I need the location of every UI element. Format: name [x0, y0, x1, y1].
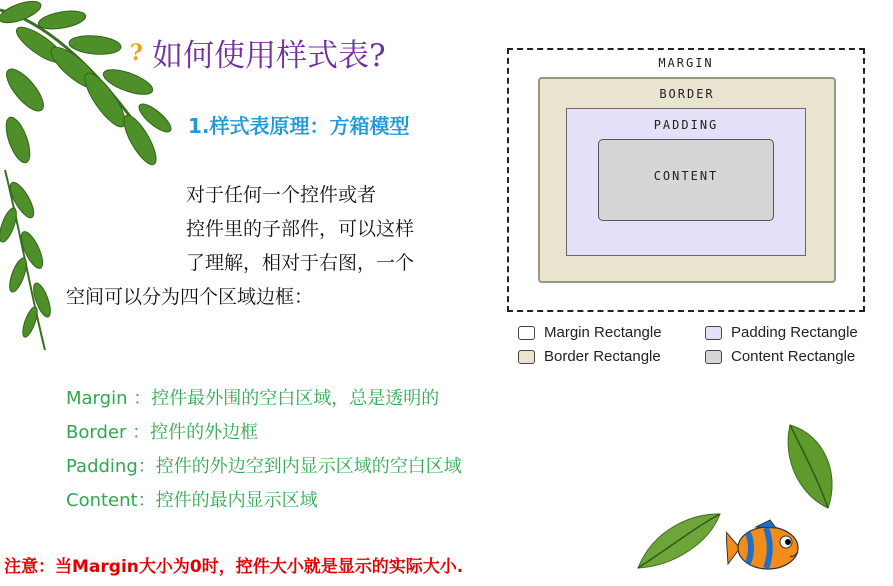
- bottom-leaf-decoration: [634, 508, 724, 574]
- content-label: CONTENT: [653, 169, 719, 183]
- green-leaf-decoration: [780, 420, 840, 510]
- padding-label: PADDING: [653, 118, 719, 132]
- definition-content: [66, 486, 318, 512]
- question-mark-icon: [128, 39, 146, 65]
- definition-term: Margin ：: [66, 388, 152, 409]
- legend-swatch-padding: [705, 326, 722, 340]
- legend-swatch-content: [705, 350, 722, 364]
- description-line-2: 控件里的子部件，可以这样: [186, 218, 415, 240]
- definition-text: 控件最外围的空白区域，总是透明的: [151, 388, 440, 409]
- description-line-4: 空间可以分为四个区域边框：: [66, 286, 314, 308]
- legend-label: Border Rectangle: [544, 348, 661, 365]
- legend-label: Padding Rectangle: [731, 324, 858, 341]
- note-text: 注意：当Margin大小为0时，控件大小就是显示的实际大小.: [4, 557, 464, 577]
- subtitle: 1.样式表原理：方箱模型: [188, 114, 410, 138]
- legend-label: Content Rectangle: [731, 348, 856, 365]
- description-line-3: 了理解，相对于右图，一个: [186, 252, 415, 274]
- definition-term: Content：: [66, 490, 156, 511]
- title-row: [128, 30, 386, 74]
- definition-padding: [66, 452, 462, 478]
- definition-term: Border ：: [66, 422, 151, 443]
- definition-text: 控件的最内显示区域: [155, 490, 318, 511]
- legend-swatch-border: [518, 350, 535, 364]
- legend-item-border: [518, 348, 661, 365]
- legend-swatch-margin: [518, 326, 535, 340]
- definition-margin: [66, 384, 439, 410]
- margin-label: MARGIN: [658, 56, 714, 70]
- legend-label: Margin Rectangle: [544, 324, 662, 341]
- page-title: 如何使用样式表?: [152, 37, 386, 74]
- legend-item-margin: [518, 324, 662, 341]
- border-label: BORDER: [659, 87, 715, 101]
- definition-term: Padding：: [66, 456, 156, 477]
- definition-text: 控件的外边空到内显示区域的空白区域: [155, 456, 462, 477]
- description-line-1: 对于任何一个控件或者: [186, 184, 377, 206]
- legend-item-padding: [705, 324, 858, 341]
- legend-item-content: [705, 348, 855, 365]
- fish-icon: [726, 518, 804, 576]
- definition-text: 控件的外边框: [150, 422, 259, 443]
- svg-text:?: ?: [130, 40, 143, 65]
- definition-border: [66, 418, 258, 444]
